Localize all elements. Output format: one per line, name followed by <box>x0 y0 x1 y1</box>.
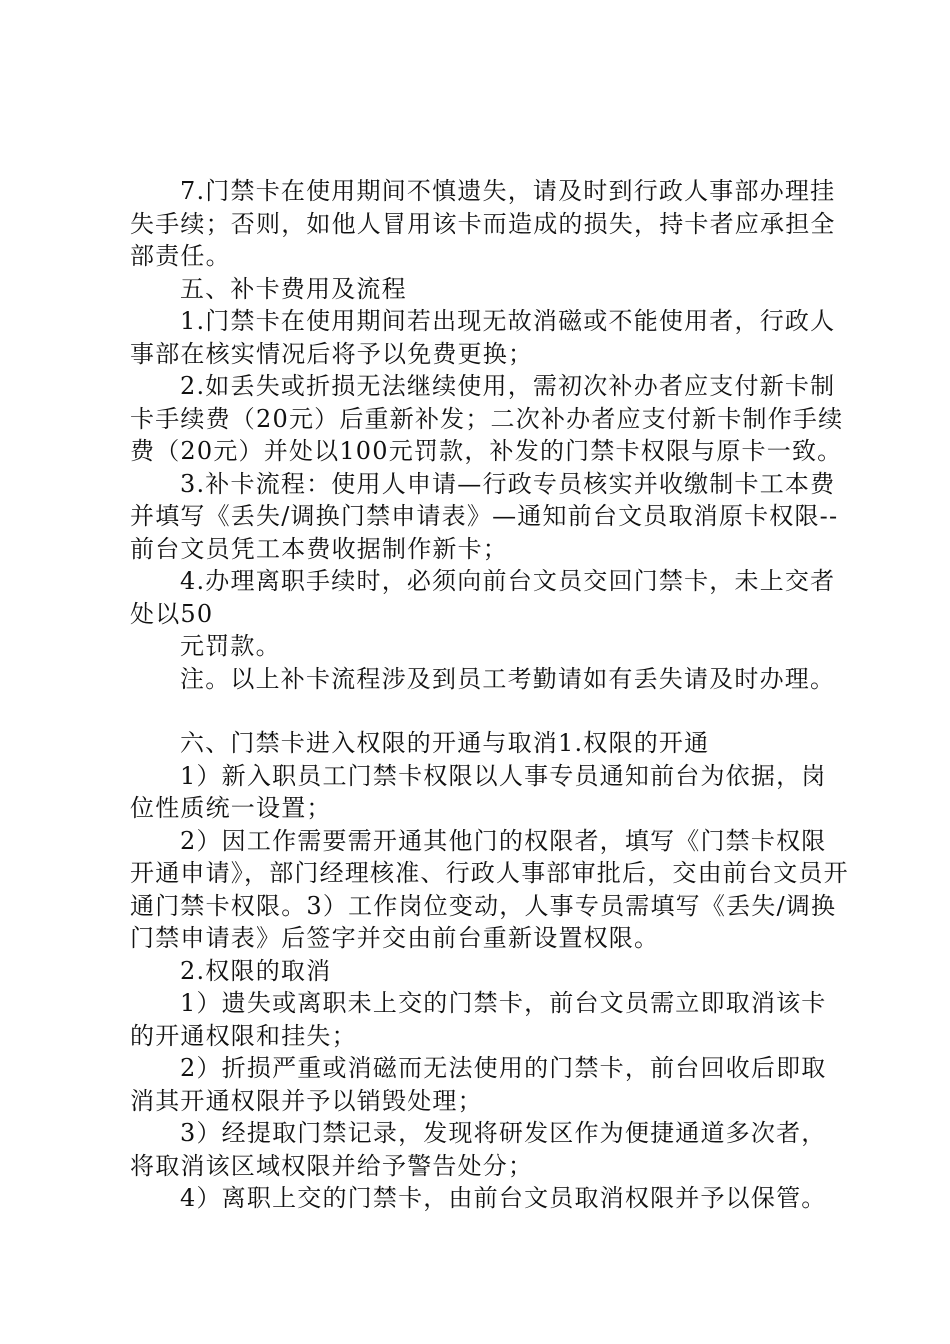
paragraph-item-4-resignation-return: 4.办理离职手续时，必须向前台文员交回门禁卡，未上交者处以50 <box>130 567 836 628</box>
paragraph-extra-permission-request: 2）因工作需要需开通其他门的权限者，填写《门禁卡权限开通申请》，部门经理核准、行政人事部审批后，交由前台文员开通门禁卡权限。3）工作岗位变动，人事专员需填写《丢失/调换门禁申请表》后签字并交由前台重新设置权限。 <box>130 826 849 952</box>
paragraph-fine-continuation: 元罚款。 <box>180 632 281 660</box>
section-heading-access-permissions: 六、门禁卡进入权限的开通与取消1.权限的开通 <box>180 729 710 757</box>
paragraph-note: 注。以上补卡流程涉及到员工考勤请如有丢失请及时办理。 <box>180 664 836 693</box>
paragraph-item-3-replacement-process: 3.补卡流程：使用人申请—行政专员核实并收缴制卡工本费并填写《丢失/调换门禁申请表》—通知前台文员取消原卡权限--前台文员凭工本费收据制作新卡； <box>130 469 839 563</box>
paragraph-cancel-resigned-card: 4）离职上交的门禁卡，由前台文员取消权限并予以保管。 <box>180 1184 827 1212</box>
paragraph-item-7-lost-card: 7.门禁卡在使用期间不慎遗失，请及时到行政人事部办理挂失手续；否则，如他人冒用该卡而造成的损失，持卡者应承担全部责任。 <box>130 177 836 270</box>
section-heading-replacement-fees: 五、补卡费用及流程 <box>180 274 407 303</box>
paragraph-cancel-shortcut-abuse: 3）经提取门禁记录，发现将研发区作为便捷通道多次者，将取消该区域权限并给予警告处分； <box>130 1119 827 1180</box>
paragraph-item-2-replacement-fee: 2.如丢失或折损无法继续使用，需初次补办者应支付新卡制卡手续费（20元）后重新补发；二次补办者应支付新卡制作手续费（20元）并处以100元罚款，补发的门禁卡权限与原卡一致。 <box>130 372 844 465</box>
subsection-heading-permission-cancel: 2.权限的取消 <box>180 956 332 985</box>
paragraph-item-1-free-replacement: 1.门禁卡在使用期间若出现无故消磁或不能使用者，行政人事部在核实情况后将予以免费更换； <box>130 307 836 368</box>
paragraph-cancel-lost-card: 1）遗失或离职未上交的门禁卡，前台文员需立即取消该卡的开通权限和挂失； <box>130 989 827 1050</box>
paragraph-cancel-damaged-card: 2）折损严重或消磁而无法使用的门禁卡，前台回收后即取消其开通权限并予以销毁处理； <box>130 1054 827 1115</box>
paragraph-new-employee-permission: 1）新入职员工门禁卡权限以人事专员通知前台为依据，岗位性质统一设置； <box>130 761 827 822</box>
document-body <box>130 175 850 1215</box>
paragraph-spacer <box>130 695 850 727</box>
